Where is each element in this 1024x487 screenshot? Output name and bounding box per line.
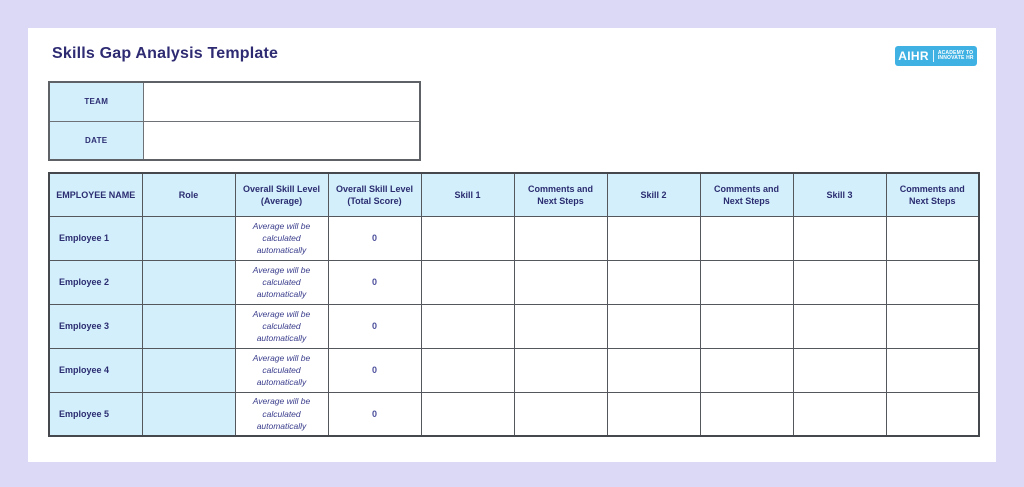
- aihr-logo-tagline: [938, 51, 974, 62]
- average-auto-note: Average will be calculated automatically: [235, 348, 328, 392]
- meta-row-team: [49, 82, 420, 121]
- aihr-logo: [895, 46, 977, 66]
- skill-3-cell[interactable]: [793, 216, 886, 260]
- skill-1-cell[interactable]: [421, 348, 514, 392]
- date-label: DATE: [49, 121, 143, 160]
- skill-1-cell[interactable]: [421, 260, 514, 304]
- average-auto-note: Average will be calculated automatically: [235, 304, 328, 348]
- table-row: [49, 304, 979, 348]
- meta-row-date: [49, 121, 420, 160]
- skill-1-cell[interactable]: [421, 216, 514, 260]
- average-auto-note: Average will be calculated automatically: [235, 216, 328, 260]
- employee-name-cell[interactable]: Employee 1: [49, 216, 142, 260]
- aihr-logo-divider: [933, 50, 934, 62]
- page-title: Skills Gap Analysis Template: [52, 45, 279, 62]
- comments-1-cell[interactable]: [514, 348, 607, 392]
- role-cell[interactable]: [142, 260, 235, 304]
- skill-2-cell[interactable]: [607, 216, 700, 260]
- table-row: [49, 348, 979, 392]
- team-value-cell[interactable]: [143, 82, 420, 121]
- skill-1-cell[interactable]: [421, 304, 514, 348]
- comments-2-cell[interactable]: [700, 304, 793, 348]
- skill-3-cell[interactable]: [793, 260, 886, 304]
- employee-name-cell[interactable]: Employee 2: [49, 260, 142, 304]
- comments-3-cell[interactable]: [886, 392, 979, 436]
- table-row: [49, 260, 979, 304]
- total-score-cell: 0: [328, 260, 421, 304]
- role-cell[interactable]: [142, 348, 235, 392]
- skill-3-cell[interactable]: [793, 348, 886, 392]
- role-cell[interactable]: [142, 392, 235, 436]
- comments-3-cell[interactable]: [886, 304, 979, 348]
- column-header-skill-1: Skill 1: [421, 173, 514, 216]
- column-header-comments-1: Comments and Next Steps: [514, 173, 607, 216]
- comments-2-cell[interactable]: [700, 392, 793, 436]
- meta-table: [48, 81, 421, 161]
- comments-1-cell[interactable]: [514, 260, 607, 304]
- column-header-overall-total: Overall Skill Level (Total Score): [328, 173, 421, 216]
- skill-2-cell[interactable]: [607, 304, 700, 348]
- comments-1-cell[interactable]: [514, 216, 607, 260]
- skill-3-cell[interactable]: [793, 392, 886, 436]
- role-cell[interactable]: [142, 216, 235, 260]
- table-row: [49, 216, 979, 260]
- comments-2-cell[interactable]: [700, 348, 793, 392]
- skill-2-cell[interactable]: [607, 392, 700, 436]
- role-cell[interactable]: [142, 304, 235, 348]
- column-header-overall-average: Overall Skill Level (Average): [235, 173, 328, 216]
- employee-name-cell[interactable]: Employee 3: [49, 304, 142, 348]
- table-row: [49, 392, 979, 436]
- average-auto-note: Average will be calculated automatically: [235, 392, 328, 436]
- team-label: TEAM: [49, 82, 143, 121]
- aihr-logo-tagline-line1: ACADEMY TO: [937, 49, 974, 56]
- comments-1-cell[interactable]: [514, 392, 607, 436]
- skill-1-cell[interactable]: [421, 392, 514, 436]
- date-value-cell[interactable]: [143, 121, 420, 160]
- column-header-comments-2: Comments and Next Steps: [700, 173, 793, 216]
- comments-3-cell[interactable]: [886, 216, 979, 260]
- column-header-comments-3: Comments and Next Steps: [886, 173, 979, 216]
- column-header-employee-name: EMPLOYEE NAME: [49, 173, 142, 216]
- comments-2-cell[interactable]: [700, 260, 793, 304]
- comments-2-cell[interactable]: [700, 216, 793, 260]
- aihr-logo-tagline-line2: INNOVATE HR: [937, 55, 974, 61]
- skill-2-cell[interactable]: [607, 260, 700, 304]
- total-score-cell: 0: [328, 304, 421, 348]
- skills-table-header-row: [49, 173, 979, 216]
- employee-name-cell[interactable]: Employee 4: [49, 348, 142, 392]
- total-score-cell: 0: [328, 392, 421, 436]
- skill-3-cell[interactable]: [793, 304, 886, 348]
- column-header-skill-2: Skill 2: [607, 173, 700, 216]
- skills-table: [48, 172, 980, 437]
- column-header-skill-3: Skill 3: [793, 173, 886, 216]
- column-header-role: Role: [142, 173, 235, 216]
- total-score-cell: 0: [328, 216, 421, 260]
- average-auto-note: Average will be calculated automatically: [235, 260, 328, 304]
- comments-1-cell[interactable]: [514, 304, 607, 348]
- comments-3-cell[interactable]: [886, 348, 979, 392]
- total-score-cell: 0: [328, 348, 421, 392]
- employee-name-cell[interactable]: Employee 5: [49, 392, 142, 436]
- aihr-logo-brand: AIHR: [898, 49, 929, 63]
- skill-2-cell[interactable]: [607, 348, 700, 392]
- template-card: [28, 28, 996, 462]
- comments-3-cell[interactable]: [886, 260, 979, 304]
